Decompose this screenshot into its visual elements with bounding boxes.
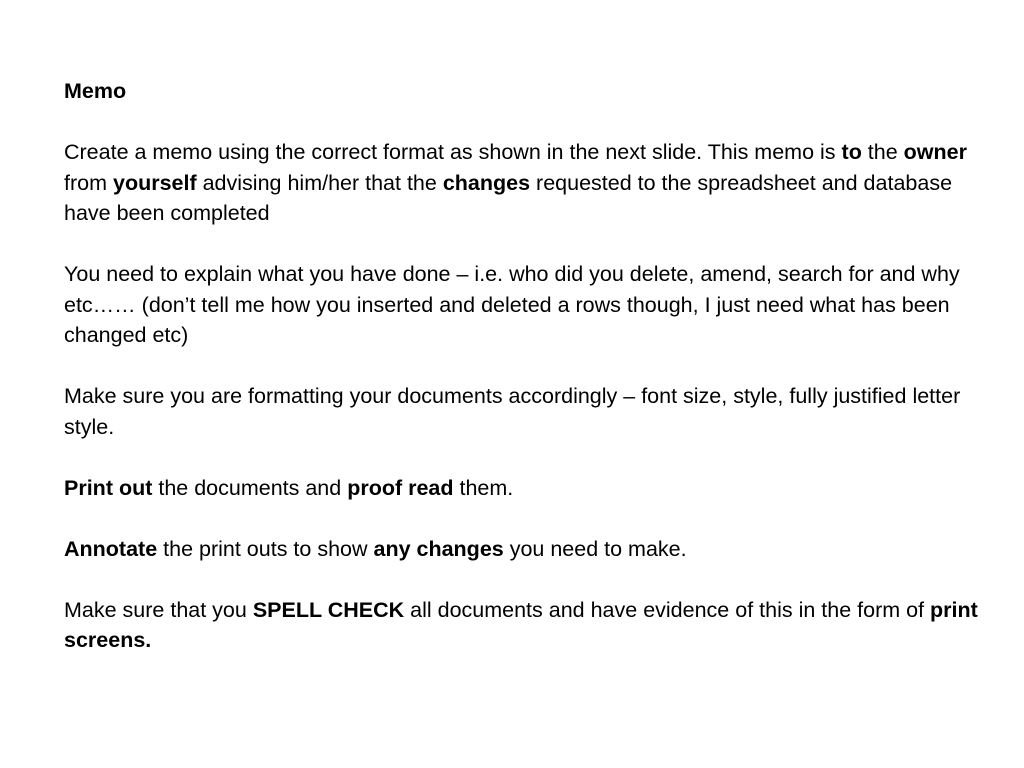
paragraph-print-out [64, 473, 984, 504]
text: them. [453, 475, 514, 500]
text: you need to make. [503, 536, 687, 561]
paragraph-explain [64, 259, 984, 351]
text: from [64, 170, 113, 195]
text: Make sure you are formatting your documents accordingly – font size, style, fully justified letter style. [64, 384, 961, 439]
bold-text: to [841, 140, 862, 164]
spacer [64, 442, 984, 473]
text: You need to explain what you have done – i.e. who did you delete, amend, search for and why etc…… (don’t tell me how you inserted and deleted a rows though, I just need what has been changed etc) [64, 262, 960, 347]
memo-title: Memo [64, 79, 127, 103]
spacer [64, 107, 984, 138]
bold-text: Print out [64, 475, 153, 500]
bold-text: Annotate [64, 536, 158, 561]
bold-text: proof read [347, 475, 454, 500]
text: all documents and have evidence of this in the form of [404, 597, 931, 622]
text: Create a memo using the correct format as shown in the next slide. This memo is [64, 140, 842, 164]
bold-text: yourself [112, 170, 197, 195]
bold-text: any changes [373, 536, 504, 561]
spacer [64, 229, 984, 260]
text: the documents and [152, 475, 348, 500]
spacer [64, 564, 984, 595]
paragraph-spell-check [64, 595, 984, 656]
text: requested to the spreadsheet and database have been completed [64, 170, 953, 225]
bold-text: print screens. [64, 597, 978, 652]
text: the print outs to show [157, 536, 374, 561]
bold-text: SPELL CHECK [252, 597, 405, 622]
text: advising him/her that the [196, 170, 443, 195]
bold-text: owner [903, 140, 967, 164]
paragraph-memo-instructions [64, 137, 984, 229]
text: Make sure that you [64, 597, 253, 622]
spacer [64, 351, 984, 382]
paragraph-annotate [64, 534, 984, 565]
spacer [64, 503, 984, 534]
bold-text: changes [442, 170, 531, 195]
text: the [861, 140, 904, 164]
paragraph-formatting [64, 381, 984, 442]
